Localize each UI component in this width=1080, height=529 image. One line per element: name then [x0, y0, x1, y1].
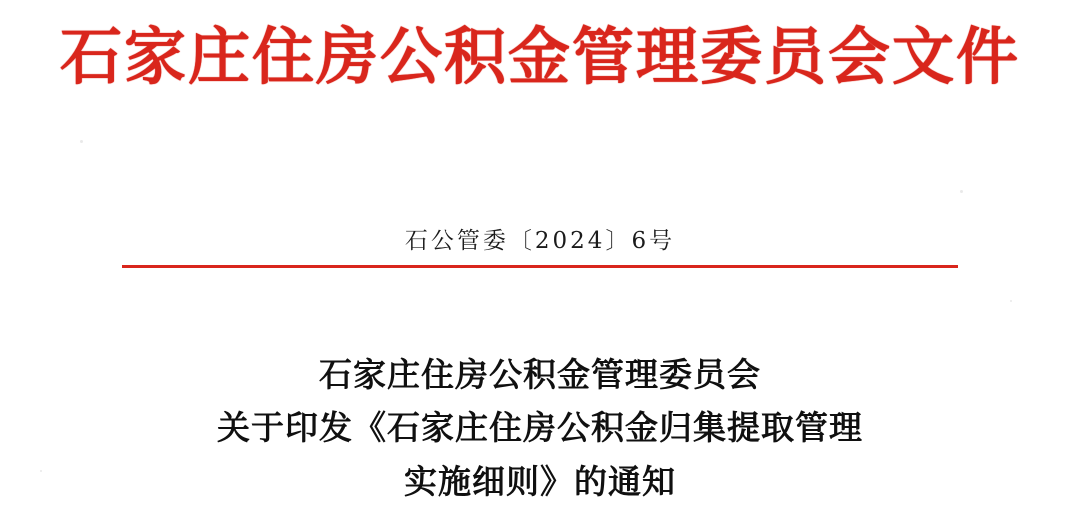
document-title-line-3: 实施细则》的通知 [404, 461, 676, 501]
document-title-block [0, 348, 1080, 508]
red-divider-rule [122, 265, 958, 268]
document-title-line-1: 石家庄住房公积金管理委员会 [319, 355, 761, 394]
paper-speckle [960, 190, 963, 193]
paper-speckle [1010, 300, 1012, 302]
paper-speckle [80, 140, 83, 143]
document-masthead-title: 石家庄住房公积金管理委员会文件 [59, 20, 1020, 93]
document-title-line-2: 关于印发《石家庄住房公积金归集提取管理 [217, 408, 863, 448]
document-serial-number: 石公管委〔2024〕6号 [404, 228, 676, 254]
paper-speckle [40, 470, 42, 472]
